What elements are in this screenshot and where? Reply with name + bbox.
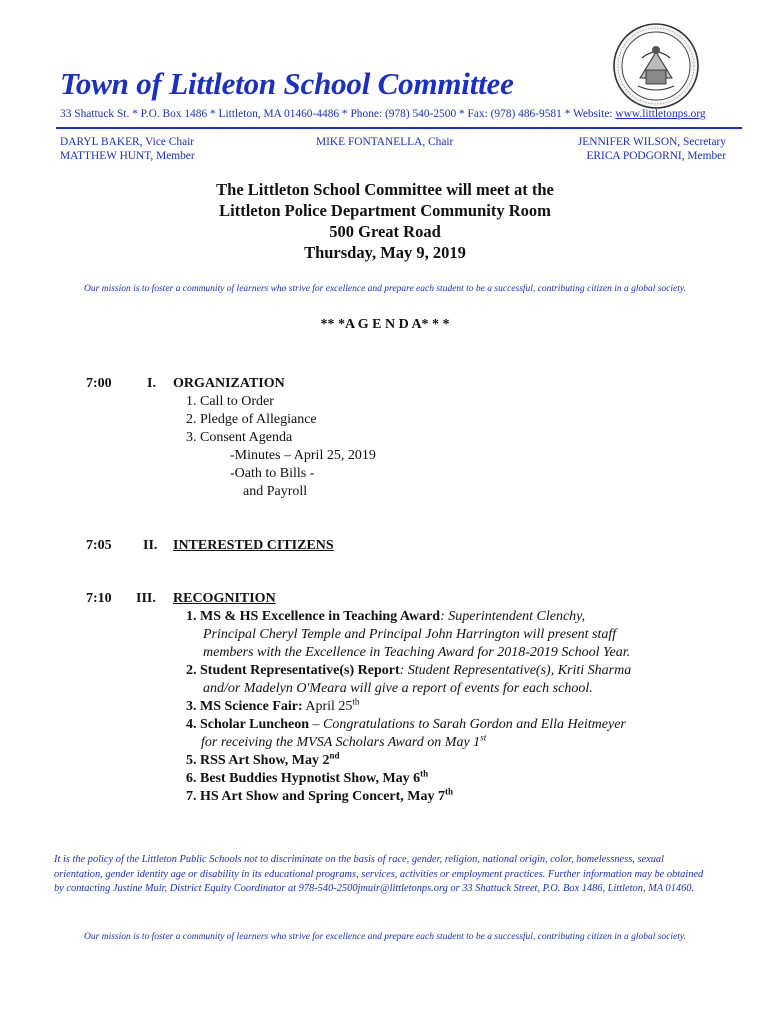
agenda-subitem: -Oath to Bills -: [230, 466, 315, 481]
agenda-item: 1. MS & HS Excellence in Teaching Award: Superintendent Clenchy,: [186, 609, 586, 624]
member-right-1: JENNIFER WILSON, Secretary: [577, 136, 726, 148]
section-time: 7:05: [86, 538, 112, 553]
website-link[interactable]: www.littletonps.org: [615, 108, 706, 120]
address-text: 33 Shattuck St. * P.O. Box 1486 * Littleton, MA 01460-4486 * Phone: (978) 540-2500 * Fax: (978) 486-9581 * Website:: [60, 108, 616, 120]
agenda-item: 4. Scholar Luncheon – Congratulations to Sarah Gordon and Ella Heitmeyer: [186, 717, 626, 732]
agenda-item-detail: members with the Excellence in Teaching Award for 2018-2019 School Year.: [203, 645, 631, 660]
agenda-item: 6. Best Buddies Hypnotist Show, May 6th: [186, 768, 429, 786]
meeting-line-2: Littleton Police Department Community Room: [219, 201, 551, 220]
member-left-1: DARYL BAKER, Vice Chair: [60, 136, 195, 148]
contact-line: [60, 108, 706, 120]
mission-statement-footer: Our mission is to foster a community of learners who strive for excellence and prepare each student to be a successful, contributing citizen in a global society.: [84, 932, 686, 942]
agenda-subitem: -Minutes – April 25, 2019: [230, 448, 376, 463]
mission-statement: Our mission is to foster a community of learners who strive for excellence and prepare each student to be a successful, contributing citizen in a global society.: [84, 284, 686, 294]
agenda-item-detail: Principal Cheryl Temple and Principal John Harrington will present staff: [203, 627, 617, 642]
agenda-item-detail: and/or Madelyn O'Meara will give a report of events for each school.: [203, 681, 593, 696]
agenda-item: 3. MS Science Fair: April 25th: [186, 696, 360, 714]
section-time: 7:00: [86, 376, 112, 391]
section-numeral: III.: [136, 591, 156, 606]
nondiscrimination-policy: It is the policy of the Littleton Public Schools not to discriminate on the basis of race, gender, religion, national origin, color, homelessness, sexual orientation, gender identity age or disability in its educational programs, services, activities or employment practices. Further information may be obtained by contacting Justine Muir, District Equity Coordinator at 978-540-2500jmuir@littletonps.org or 33 Shattuck Street, P.O. Box 1486, Littleton, MA 01460.: [54, 854, 704, 894]
page-title: Town of Littleton School Committee: [60, 66, 514, 101]
member-right-2: ERICA PODGORNI, Member: [586, 150, 726, 162]
agenda-item: 2. Student Representative(s) Report: Student Representative(s), Kriti Sharma: [186, 663, 632, 678]
section-title: INTERESTED CITIZENS: [173, 538, 334, 553]
agenda-subitem: and Payroll: [243, 484, 308, 499]
agenda-title: ** *A G E N D A* * *: [320, 317, 450, 332]
agenda-item: 1. Call to Order: [186, 394, 274, 409]
section-time: 7:10: [86, 591, 112, 606]
agenda-item: 5. RSS Art Show, May 2nd: [186, 750, 340, 768]
agenda-item: 2. Pledge of Allegiance: [186, 412, 317, 427]
member-chair: MIKE FONTANELLA, Chair: [316, 136, 454, 148]
meeting-date: Thursday, May 9, 2019: [304, 243, 466, 262]
section-numeral: I.: [147, 376, 156, 391]
town-seal-icon: [612, 22, 700, 110]
meeting-line-1: The Littleton School Committee will meet at the: [216, 180, 554, 199]
agenda-item: 7. HS Art Show and Spring Concert, May 7th: [186, 786, 454, 804]
meeting-line-3: 500 Great Road: [329, 222, 441, 241]
agenda-item-detail: for receiving the MVSA Scholars Award on May 1st: [201, 732, 487, 750]
section-numeral: II.: [143, 538, 158, 553]
section-title: RECOGNITION: [173, 591, 276, 606]
section-title: ORGANIZATION: [173, 376, 285, 391]
header-divider: [56, 127, 742, 129]
agenda-item: 3. Consent Agenda: [186, 430, 293, 445]
member-left-2: MATTHEW HUNT, Member: [60, 150, 195, 162]
